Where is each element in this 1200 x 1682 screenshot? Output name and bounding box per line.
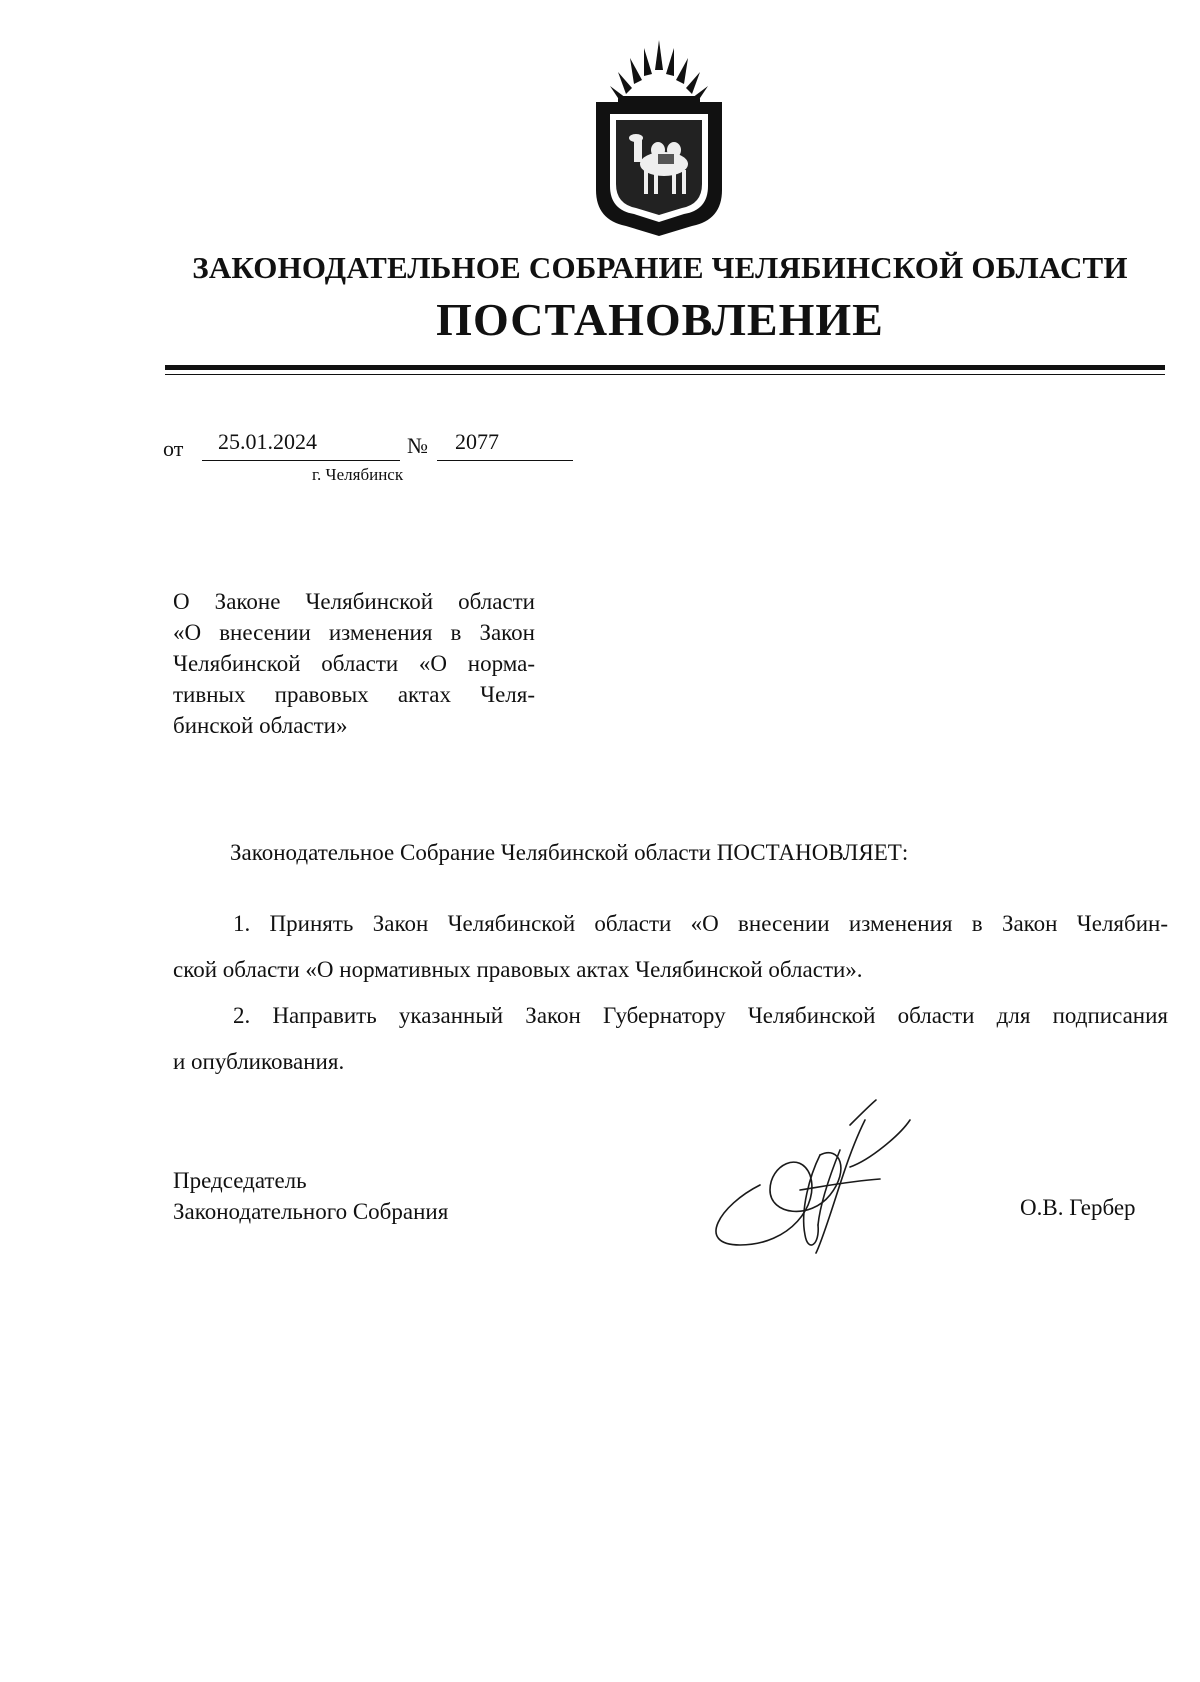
organization-title: ЗАКОНОДАТЕЛЬНОЕ СОБРАНИЕ ЧЕЛЯБИНСКОЙ ОБЛАСТИ <box>192 250 1128 285</box>
header-rule-thick <box>165 365 1165 370</box>
signatory-title-line-1: Председатель <box>173 1168 307 1193</box>
body-preamble <box>173 830 1168 876</box>
subject-line: О Законе Челябинской области <box>173 589 535 614</box>
city: г. Челябинск <box>312 465 404 484</box>
document-type-title: ПОСТАНОВЛЕНИЕ <box>436 294 884 345</box>
body-item-1 <box>173 901 1168 993</box>
item-1-line-2: ской области «О нормативных правовых актах Челябинской области». <box>173 957 863 982</box>
subject-line: «О внесении изменения в Закон <box>173 620 535 645</box>
subject-line: бинской области» <box>173 713 348 738</box>
item-2-line-2: и опубликования. <box>173 1049 345 1074</box>
document-number: 2077 <box>455 429 499 454</box>
item-1-line-1: 1. Принять Закон Челябинской области «О внесении изменения в Закон Челябин- <box>233 911 1168 936</box>
date-label: от <box>163 436 184 461</box>
handwritten-signature-icon <box>700 1095 950 1255</box>
number-label: № <box>407 433 428 458</box>
signatory-title <box>173 1165 448 1227</box>
item-2-line-1: 2. Направить указанный Закон Губернатору Челябинской области для подписания <box>233 1003 1168 1028</box>
header-rule-thin <box>165 374 1165 375</box>
body-item-2 <box>173 993 1168 1085</box>
subject-line: тивных правовых актах Челя- <box>173 682 535 707</box>
document-subject <box>173 586 535 741</box>
document-date: 25.01.2024 <box>218 429 317 454</box>
preamble-text: Законодательное Собрание Челябинской области ПОСТАНОВЛЯЕТ: <box>230 840 909 865</box>
coat-of-arms-icon <box>582 40 736 240</box>
signatory-title-line-2: Законодательного Собрания <box>173 1199 449 1224</box>
number-underline <box>437 460 573 461</box>
signatory-name: О.В. Гербер <box>1020 1195 1136 1220</box>
subject-line: Челябинской области «О норма- <box>173 651 535 676</box>
date-underline <box>202 460 400 461</box>
